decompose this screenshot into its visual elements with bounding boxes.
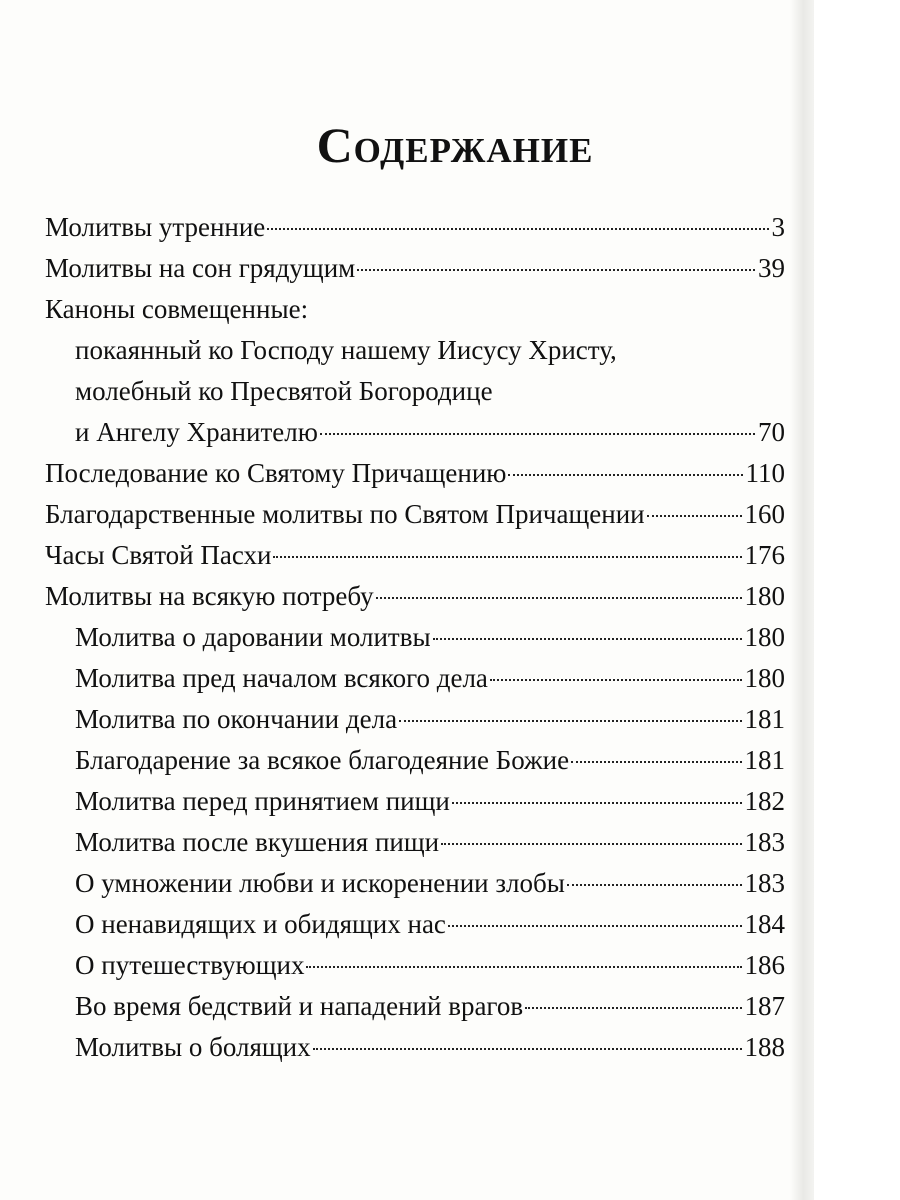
toc-page-number: 184 <box>744 909 785 939</box>
toc-page-number: 186 <box>744 950 785 980</box>
toc-page-number: 182 <box>744 786 785 816</box>
toc-subentry <box>45 904 785 945</box>
toc-page-number: 180 <box>744 663 785 693</box>
toc-subentry <box>45 863 785 904</box>
toc-entry-title: Молитва пред началом всякого дела <box>75 663 488 693</box>
dot-leader <box>567 884 742 886</box>
toc-subentry <box>45 945 785 986</box>
toc-subentry <box>45 617 785 658</box>
toc-page-number: 70 <box>758 417 785 447</box>
toc-subentry <box>45 371 785 412</box>
toc-entry-title: О умножении любви и искоренении злобы <box>75 868 565 898</box>
toc-entry-title: Благодарственные молитвы по Святом Причащении <box>45 499 645 529</box>
toc-page-number: 183 <box>744 868 785 898</box>
toc-entry <box>45 494 785 535</box>
toc-entry <box>45 289 785 330</box>
toc-entry <box>45 248 785 289</box>
dot-leader <box>320 433 755 435</box>
page-title: Содержание <box>316 117 594 173</box>
dot-leader <box>441 843 741 845</box>
toc-entry-title: Каноны совмещенные: <box>45 294 309 324</box>
toc-entry-title: Молитвы на сон грядущим <box>45 253 356 283</box>
toc-entry-title: Молитва о даровании молитвы <box>75 622 431 652</box>
toc-subentry <box>45 740 785 781</box>
toc-entry-title: молебный ко Пресвятой Богородице <box>75 376 493 406</box>
dot-leader <box>376 597 742 599</box>
dot-leader <box>452 802 742 804</box>
toc-entry <box>45 535 785 576</box>
toc-entry-title: Молитва после вкушения пищи <box>75 827 440 857</box>
toc-page-number: 183 <box>744 827 785 857</box>
toc-subentry <box>45 986 785 1027</box>
toc-entry-title: Молитва по окончании дела <box>75 704 398 734</box>
toc-entry-title: О ненавидящих и обидящих нас <box>75 909 446 939</box>
toc-page-number: 176 <box>744 540 785 570</box>
toc-subentry <box>45 699 785 740</box>
page-margin-strip <box>814 0 900 1200</box>
toc-page-number: 181 <box>744 704 785 734</box>
toc-page-number: 180 <box>744 581 785 611</box>
dot-leader <box>306 966 741 968</box>
toc-entry-title: Молитвы о болящих <box>75 1032 311 1062</box>
dot-leader <box>313 1048 742 1050</box>
toc-entry <box>45 207 785 248</box>
table-of-contents <box>45 207 785 1068</box>
toc-entry-title: Молитвы на всякую потребу <box>45 581 374 611</box>
toc-entry-title: Во время бедствий и нападений врагов <box>75 991 524 1021</box>
toc-entry <box>45 576 785 617</box>
dot-leader <box>267 228 768 230</box>
toc-subentry <box>45 1027 785 1068</box>
toc-subentry <box>45 822 785 863</box>
dot-leader <box>433 638 742 640</box>
dot-leader <box>399 720 741 722</box>
toc-subentry <box>45 658 785 699</box>
toc-subentry <box>45 412 785 453</box>
toc-entry <box>45 453 785 494</box>
toc-entry-title: Молитва перед принятием пищи <box>75 786 450 816</box>
toc-entry-title: Благодарение за всякое благодеяние Божие <box>75 745 570 775</box>
dot-leader <box>273 556 741 558</box>
toc-entry-title: Последование ко Святому Причащению <box>45 458 507 488</box>
dot-leader <box>571 761 741 763</box>
dot-leader <box>357 269 755 271</box>
toc-page-number: 188 <box>744 1032 785 1062</box>
toc-entry-title: и Ангелу Хранителю <box>75 417 318 447</box>
toc-page-number: 3 <box>771 212 785 242</box>
toc-entry-title: Молитвы утренние <box>45 212 266 242</box>
toc-entry-title: О путешествующих <box>75 950 305 980</box>
dot-leader <box>448 925 742 927</box>
toc-page-number: 110 <box>745 458 785 488</box>
dot-leader <box>647 515 742 517</box>
toc-entry-title: Часы Святой Пасхи <box>45 540 272 570</box>
toc-page-number: 180 <box>744 622 785 652</box>
toc-entry-title: покаянный ко Господу нашему Иисусу Христу, <box>75 335 617 365</box>
toc-subentry <box>45 330 785 371</box>
toc-page-number: 181 <box>744 745 785 775</box>
toc-page-number: 39 <box>758 253 785 283</box>
toc-page-number: 160 <box>744 499 785 529</box>
dot-leader <box>525 1007 741 1009</box>
page-edge-shadow <box>790 0 814 1200</box>
toc-page-number: 187 <box>744 991 785 1021</box>
dot-leader <box>490 679 742 681</box>
dot-leader <box>508 474 742 476</box>
toc-subentry <box>45 781 785 822</box>
